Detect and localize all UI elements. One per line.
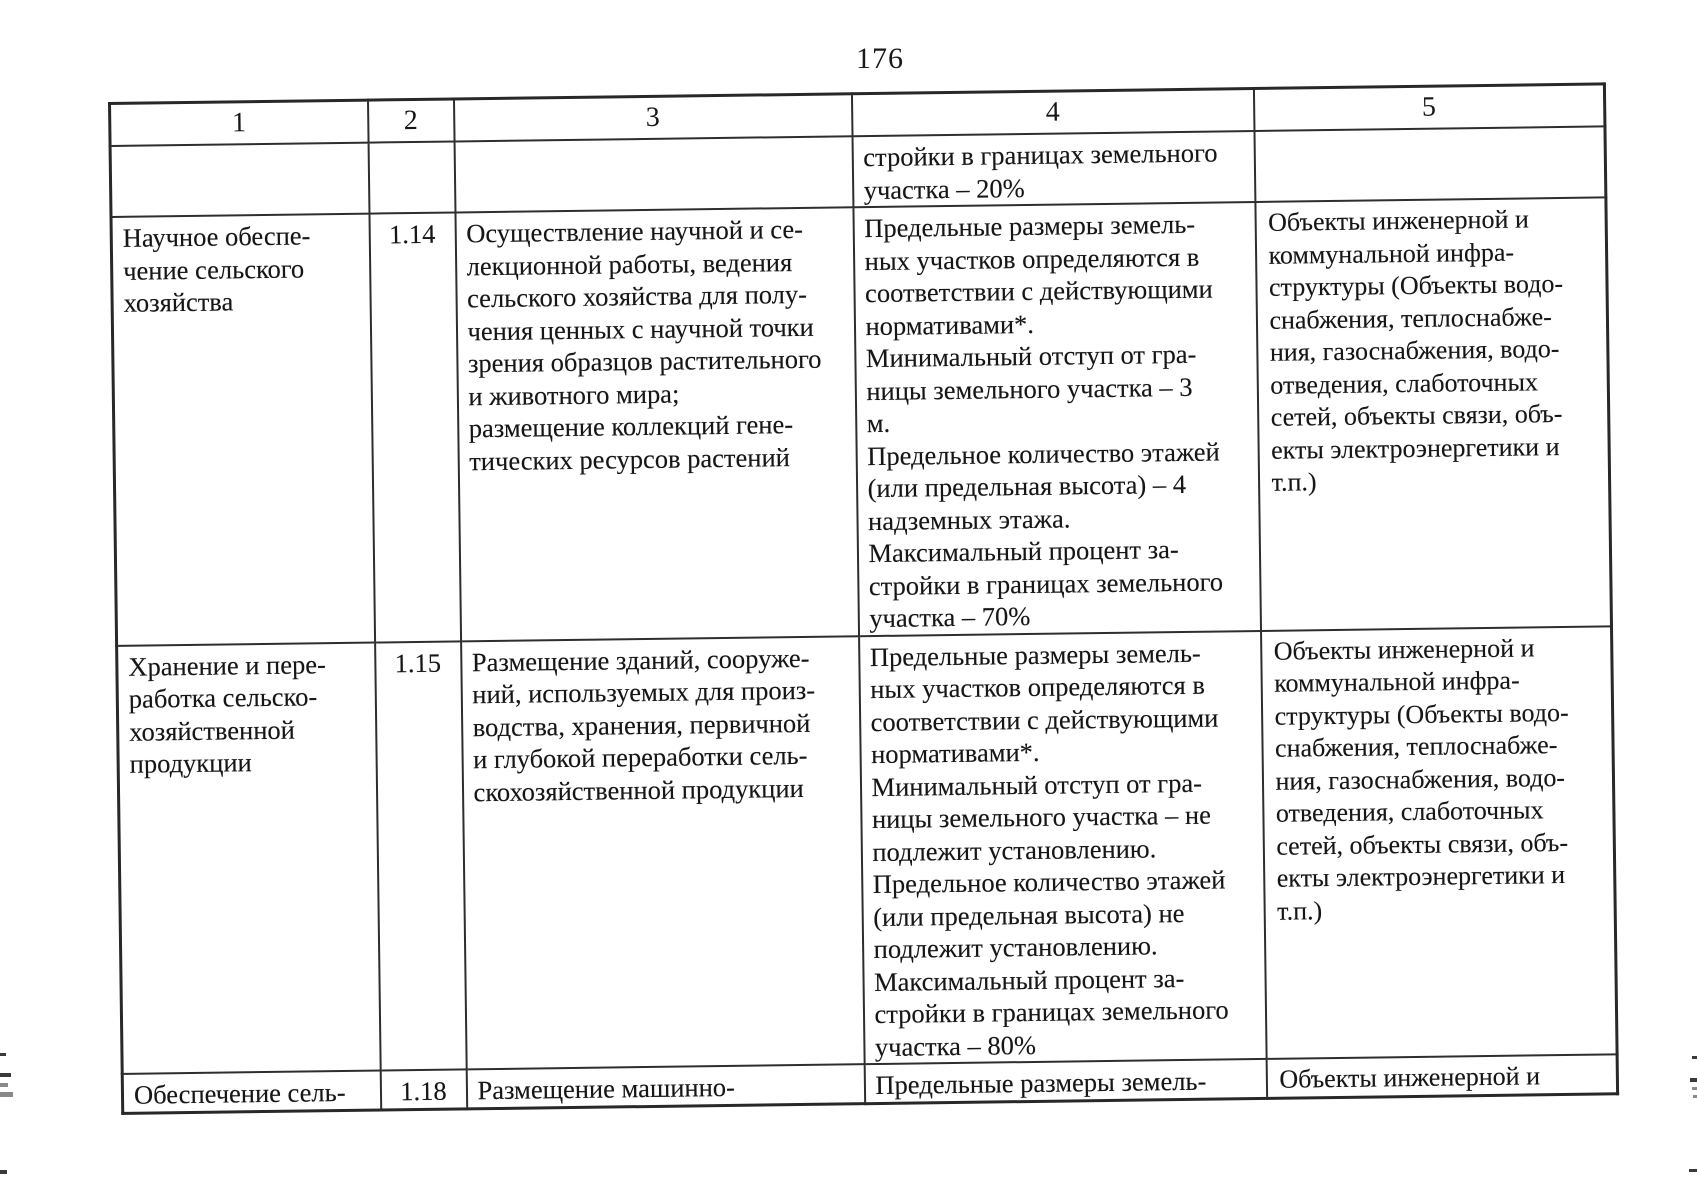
column-header-3: 3	[453, 94, 852, 142]
cell-115-name: Хранение и пере- работка сельско- хозяйственной продукции	[117, 642, 381, 1074]
cell-cont-parameters: стройки в границах земельного участка – 20%	[852, 131, 1255, 207]
cell-115-description: Размещение зданий, сооруже- ний, используемых для произ- водства, хранения, первичной и глубокой переработки сель- скохозяйственной продукции	[461, 636, 865, 1070]
page-number: 176	[856, 42, 904, 75]
cell-114-parameters: Предельные размеры земель- ных участков определяются в соответствии с действующими нормативами*. Минимальный отступ от гра- ницы земельного участка – 3 м. Предельное количество этажей (или предельная высота) – 4 надземных этажа. Максимальный процент за- стройки в границах земельного участка – 70%	[853, 202, 1261, 636]
scan-artifact	[1689, 1169, 1697, 1172]
cell-115-code: 1.15	[375, 641, 467, 1071]
scan-artifact	[0, 1083, 8, 1087]
cell-114-description: Осуществление научной и се- лекционной работы, ведения сельского хозяйства для полу- чения ценных с научной точки зрения образцов растительного и животного мира; размещение коллекций гене- тических ресурсов растений	[455, 207, 859, 641]
scan-artifact	[0, 1092, 13, 1097]
cell-118-description: Размещение машинно-	[466, 1064, 864, 1108]
scan-artifact	[0, 1073, 11, 1077]
cell-118-parameters: Предельные размеры земель-	[864, 1059, 1266, 1103]
table-row-1-15	[117, 626, 1617, 1074]
land-use-regulations-table	[108, 82, 1619, 1114]
cell-cont-code	[368, 141, 455, 213]
cell-118-objects: Объекты инженерной и	[1266, 1054, 1617, 1098]
column-header-2: 2	[367, 99, 454, 143]
scan-artifact	[1693, 1095, 1697, 1098]
cell-118-code: 1.18	[380, 1069, 467, 1109]
cell-114-objects: Объекты инженерной и коммунальной инфра- структуры (Объекты водо- снабжения, теплоснабже- ния, газоснабжения, водо- отведения, слаботочных сетей, объекты связи, объ- екты электроэнергетики и т.п.)	[1255, 197, 1612, 630]
cell-cont-objects	[1254, 126, 1606, 202]
table-row-1-14	[111, 197, 1611, 645]
scan-artifact	[0, 1170, 7, 1174]
column-header-5: 5	[1253, 84, 1605, 131]
cell-114-name: Научное обеспе- чение сельского хозяйства	[111, 214, 375, 646]
cell-cont-description	[454, 136, 853, 212]
scan-artifact	[1690, 1078, 1697, 1082]
cell-114-code: 1.14	[369, 212, 461, 642]
scan-artifact	[1692, 1056, 1697, 1059]
column-header-4: 4	[851, 89, 1254, 137]
cell-118-name: Обеспечение сель-	[122, 1071, 380, 1113]
scan-artifact	[0, 1053, 6, 1056]
cell-115-parameters: Предельные размеры земель- ных участков определяются в соответствии с действующими нормативами*. Минимальный отступ от гра- ницы земельного участка – не подлежит установлению. Предельное количество этажей (или предельная высота) не подлежит установлению. Максимальный процент за- стройки в границах земельного участка – 80%	[859, 630, 1267, 1064]
cell-cont-name	[110, 143, 369, 217]
column-header-1: 1	[110, 100, 369, 146]
scan-artifact	[1692, 1087, 1697, 1090]
cell-115-objects: Объекты инженерной и коммунальной инфра- структуры (Объекты водо- снабжения, теплоснабже- ния, газоснабжения, водо- отведения, слаботочных сетей, объекты связи, объ- екты электроэнергетики и т.п.)	[1261, 626, 1618, 1059]
land-use-table-wrapper	[108, 82, 1619, 1114]
